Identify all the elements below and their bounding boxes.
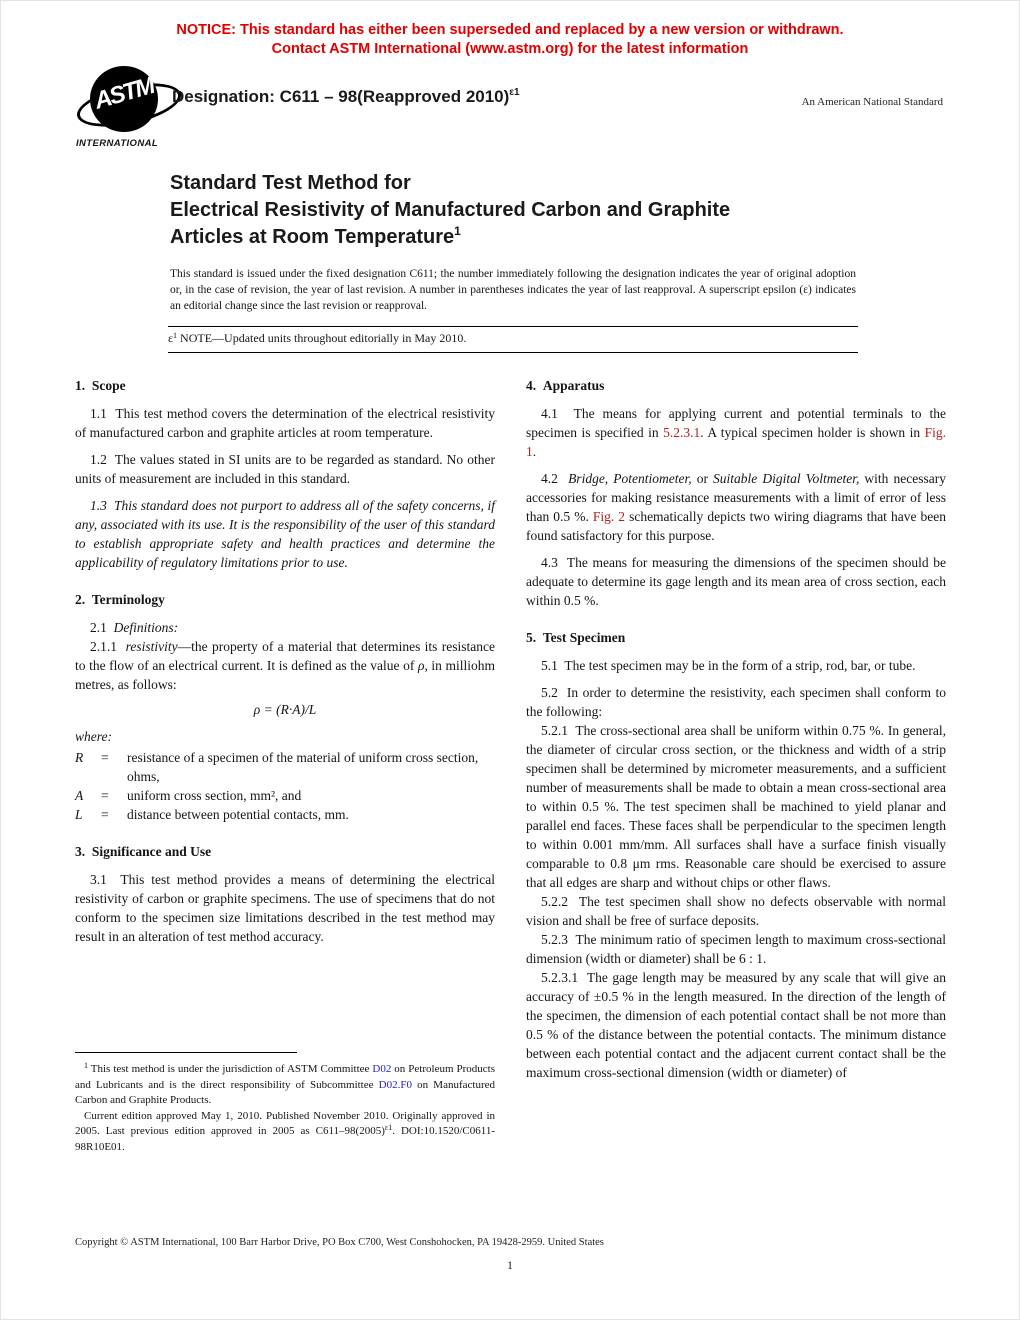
paragraph-4-1-text-2: . A typical specimen holder is shown in	[700, 425, 925, 440]
notice-line-2: Contact ASTM International (www.astm.org) for the latest information	[271, 41, 749, 57]
bridge-potentiometer-term: Bridge, Potentiometer,	[568, 471, 692, 486]
editorial-note-sup: 1	[173, 331, 178, 340]
rho-symbol: ρ	[417, 658, 425, 673]
footnote-divider	[75, 1052, 297, 1053]
definition-row-r	[75, 748, 495, 786]
designation	[172, 87, 520, 107]
paragraph-4-1-text-3: .	[532, 444, 537, 459]
footnote-edition-text: Current edition approved May 1, 2010. Published November 2010. Originally approved in 2005. Last previous edition approved in 2005 as C611–98(2005)	[75, 1109, 495, 1137]
footnote-1-text-2: on Petroleum Products and Lubricants and is the direct responsibility of Subcommittee	[75, 1063, 495, 1091]
paragraph-5-2: 5.2 In order to determine the resistivity, each specimen shall conform to the following:	[526, 685, 946, 719]
paragraph-2-1-1-text: —the property of a material that determines its resistance to the flow of an electrical current. It is defined as the value of	[75, 639, 495, 673]
notice-line-1: NOTICE: This standard has either been superseded and replaced by a new version or withdrawn.	[176, 22, 844, 38]
section-5-heading: 5. Test Specimen	[526, 630, 626, 645]
designation-text: Designation: C611 – 98(Reapproved 2010)	[172, 87, 510, 106]
paragraph-2-1	[75, 618, 495, 637]
paragraph-5-2-2: 5.2.2 The test specimen shall show no defects observable with normal vision and shall be free of surface deposits.	[526, 894, 946, 928]
footnotes	[75, 1052, 495, 1155]
equals-sign: =	[101, 750, 109, 765]
ref-link-5-2-3-1[interactable]: 5.2.3.1	[663, 425, 701, 440]
footnote-edition-text-2: . DOI:10.1520/C0611-98R10E01.	[75, 1125, 495, 1153]
footnote-1-text-3: on Manufactured Carbon and Graphite Products.	[75, 1078, 495, 1106]
paragraph-1-3: 1.3 This standard does not purport to address all of the safety concerns, if any, associated with its use. It is the responsibility of the user of this standard to establish appropriate safety and health practices and determine the applicability of regulatory limitations prior to use.	[75, 498, 495, 570]
resistivity-formula: ρ = (R·A)/L	[253, 702, 317, 717]
designation-epsilon-sup: ε1	[509, 87, 520, 98]
equals-sign: =	[101, 788, 109, 803]
definition-a-text: uniform cross section, mm², and	[127, 788, 302, 803]
paragraph-2-1-1-text-2: , in milliohm metres, as follows:	[75, 658, 495, 692]
logo-astm-text: ASTM	[91, 72, 157, 115]
section-3-heading: 3. Significance and Use	[75, 844, 212, 859]
ref-link-fig-1[interactable]: Fig. 1	[526, 425, 946, 459]
paragraph-2-1-number: 2.1	[90, 620, 114, 635]
paragraph-4-2-number: 4.2	[541, 471, 569, 486]
paragraph-4-1-text: 4.1 The means for applying current and potential terminals to the specimen is specified in	[526, 406, 946, 440]
editorial-note-text: NOTE—Updated units throughout editorially in May 2010.	[177, 331, 467, 345]
paragraph-1-2: 1.2 The values stated in SI units are to be regarded as standard. No other units of measurement are included in this standard.	[75, 452, 495, 486]
document-title	[170, 170, 730, 253]
equals-sign: =	[101, 807, 109, 822]
section-2-heading: 2. Terminology	[75, 592, 165, 607]
digital-voltmeter-term: Suitable Digital Voltmeter,	[713, 471, 860, 486]
title-footnote-ref: 1	[454, 224, 461, 238]
paragraph-4-1	[526, 404, 946, 461]
resistivity-term: resistivity	[125, 639, 178, 654]
definition-row-a	[75, 786, 495, 805]
paragraph-5-2-3: 5.2.3 The minimum ratio of specimen length to maximum cross-sectional dimension (width or diameter) shall be 6 : 1.	[526, 932, 946, 966]
section-4-heading: 4. Apparatus	[526, 378, 605, 393]
subcommittee-d02f0-link[interactable]: D02.F0	[378, 1078, 412, 1091]
paragraph-2-1-1	[75, 637, 495, 694]
definition-r-text: resistance of a specimen of the material of uniform cross section, ohms,	[127, 750, 479, 784]
notice-banner	[0, 21, 1020, 59]
definition-row-l	[75, 805, 495, 824]
title-line-2: Electrical Resistivity of Manufactured Carbon and Graphite	[170, 199, 731, 221]
title-line-1: Standard Test Method for	[170, 172, 411, 194]
footnote-edition-sup: ε1	[384, 1123, 393, 1132]
copyright-line: Copyright © ASTM International, 100 Barr Harbor Drive, PO Box C700, West Conshohocken, PA 19428-2959. United States	[75, 1237, 604, 1248]
where-label: where:	[75, 729, 112, 744]
committee-d02-link[interactable]: D02	[372, 1063, 392, 1075]
paragraph-4-2-text: or	[691, 471, 714, 486]
section-1-heading: 1. Scope	[75, 378, 126, 393]
symbol-l: L	[75, 807, 83, 822]
paragraph-5-2-1: 5.2.1 The cross-sectional area shall be uniform within 0.75 %. In general, the diameter of circular cross section, or the thickness and width of a strip specimen shall be determined by micrometer measurements, and a sufficient number of measurements shall be made to obtain a mean cross-sectional area to within 0.5 %. The test specimen shall be machined to yield planar and parallel end faces. These faces shall be perpendicular to the specimen length to within 0.001 mm/mm. All surfaces shall have a surface finish visually comparable to 0.8 μm rms. Reasonable care should be exercised to assure that all edges are sharp and without chips or other flaws.	[526, 723, 946, 890]
paragraph-4-2	[526, 469, 946, 545]
astm-logo	[76, 66, 188, 162]
paragraph-5-1: 5.1 The test specimen may be in the form of a strip, rod, bar, or tube.	[541, 658, 916, 673]
editorial-note	[168, 326, 858, 353]
footnote-1	[75, 1062, 495, 1109]
paragraph-2-1-1-number: 2.1.1	[90, 639, 126, 654]
paragraph-4-2-text-3: schematically depicts two wiring diagrams that have been found satisfactory for this purpose.	[526, 509, 946, 543]
title-line-3-text: Articles at Room Temperature	[170, 226, 455, 248]
paragraph-5-2-3-1: 5.2.3.1 The gage length may be measured by any scale that will give an accuracy of ±0.5 % in the length measured. In the direction of the length of the specimen, the dimension of each potential contact shall be not more than 0.5 % of the distance between the potential contacts. The minimum distance between each potential contact and the adjacent current contact shall be the maximum cross-sectional dimension (width or diameter) of	[526, 970, 946, 1080]
american-national-standard-label: An American National Standard	[801, 96, 943, 108]
paragraph-3-1: 3.1 This test method provides a means of determining the electrical resistivity of carbon or graphite specimens. The use of specimens that do not conform to the specimen size limitations described in the test method may result in an alteration of test method accuracy.	[75, 872, 495, 944]
footnote-edition	[75, 1109, 495, 1156]
issued-statement: This standard is issued under the fixed designation C611; the number immediately following the designation indicates the year of original adoption or, in the case of revision, the year of last revision. A number in parentheses indicates the year of last reapproval. A superscript epsilon (ε) indicates an editorial change since the last revision or reapproval.	[170, 268, 856, 312]
paragraph-4-3: 4.3 The means for measuring the dimensions of the specimen should be adequate to determine its gage length and its mean area of cross section, each within 0.5 %.	[526, 555, 946, 608]
paragraph-1-1: 1.1 This test method covers the determination of the electrical resistivity of manufactured carbon and graphite articles at room temperature.	[75, 406, 495, 440]
logo-international-text: INTERNATIONAL	[76, 138, 159, 149]
paragraph-4-2-text-2: with necessary accessories for making resistance measurements with a limit of error of less than 0.5 %.	[526, 471, 946, 524]
footnote-1-text: This test method is under the jurisdiction of ASTM Committee	[88, 1063, 373, 1075]
symbol-r: R	[75, 750, 84, 765]
right-column	[526, 376, 946, 1082]
definition-l-text: distance between potential contacts, mm.	[127, 807, 349, 822]
editorial-note-epsilon: ε	[168, 331, 174, 345]
page-number: 1	[507, 1260, 513, 1272]
ref-link-fig-2[interactable]: Fig. 2	[592, 509, 626, 524]
symbol-a: A	[75, 788, 84, 803]
title-line-3	[170, 224, 730, 253]
footnote-1-marker: 1	[84, 1061, 88, 1070]
left-column	[75, 376, 495, 954]
definitions-label: Definitions:	[113, 620, 179, 635]
